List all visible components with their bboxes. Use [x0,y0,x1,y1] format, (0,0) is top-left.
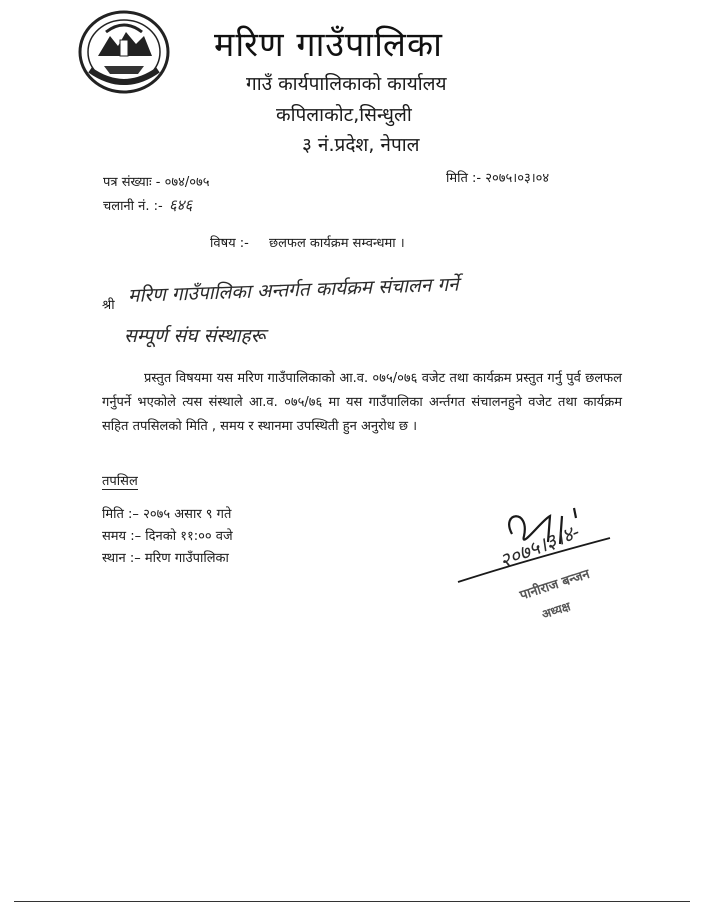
details-heading: तपसिल [102,471,138,490]
recipient-line-2: सम्पूर्ण संघ संस्थाहरू [124,325,266,347]
details-date: मिति :– २०७५ असार ९ गते [102,507,232,522]
nepal-emblem-icon [76,10,172,98]
dispatch-label: चलानी नं. :- [103,199,163,214]
details-time: समय :– दिनको ११:०० वजे [102,529,233,544]
signatory-title: अध्यक्ष [539,599,573,622]
recipient-line-1: मरिण गाउँपालिका अन्तर्गत कार्यक्रम संचालन गर्ने [127,273,459,307]
letter-number: पत्र संख्याः - ०७४/०७५ [103,175,210,190]
subject-line [210,233,405,251]
office-name: गाउँ कार्यपालिकाको कार्यालय [246,73,447,95]
organization-name: मरिण गाउँपालिका [214,25,443,65]
body-paragraph: प्रस्तुत विषयमा यस मरिण गाउँपालिकाको आ.व. ०७५/०७६ वजेट तथा कार्यक्रम प्रस्तुत गर्नु पुर्व छलफल गर्नुपर्ने भएकोले त्यस संस्थाले आ.व. ०७५/७६ मा यस गाउँपालिका अर्न्तगत संचालनहुने वजेट तथा कार्यक्रम सहित तपसिलको मिति , समय र स्थानमा उपस्थिती हुन अनुरोध छ । [102,371,622,434]
footer-divider [14,901,690,902]
subject-label: विषय :- [210,236,249,251]
office-location: कपिलाकोट,सिन्धुली [276,104,412,126]
details-venue: स्थान :– मरिण गाउँपालिका [102,551,229,566]
dispatch-number-row [103,195,192,215]
dispatch-number: ६४६ [168,196,193,214]
subject-text: छलफल कार्यक्रम सम्वन्धमा । [269,236,405,251]
province-line: ३ नं.प्रदेश, नेपाल [302,134,420,156]
signatory-name: पानीराज बन्जन [518,566,592,604]
signature-date: २०७५।३।४- [495,519,583,574]
recipient-prefix: श्री [102,298,115,313]
signature-block [450,490,650,630]
letter-date: मिति :- २०७५।०३।०४ [446,171,550,186]
